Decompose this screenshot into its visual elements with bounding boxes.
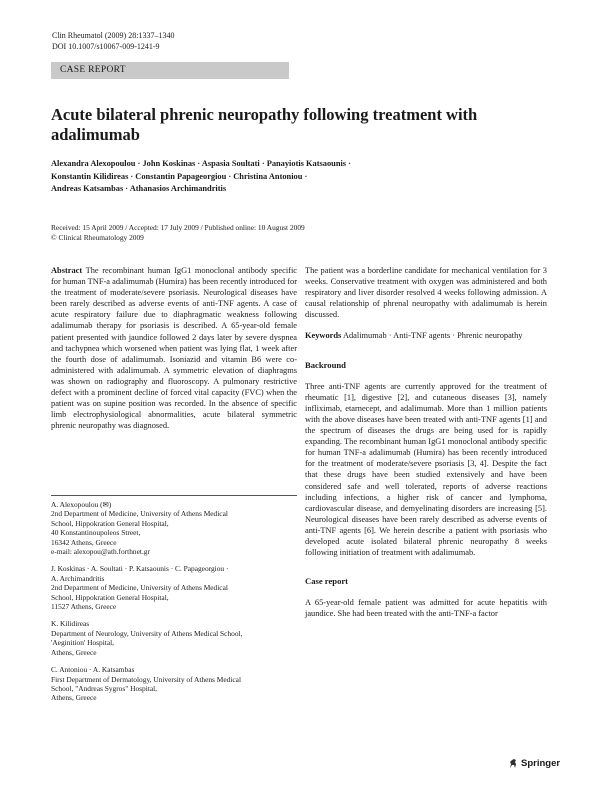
publication-dates [51,223,471,244]
doi: DOI 10.1007/s10067-009-1241-9 [52,42,160,51]
affiliation-divider [51,495,297,496]
affiliation-line: A. Archimandritis [51,573,105,583]
publisher-logo [508,758,560,769]
author-line: Alexandra Alexopoulou · John Koskinas · Aspasia Soultati · Panayiotis Katsaounis · [51,159,351,168]
section-label: CASE REPORT [60,65,126,75]
affiliation-line: 16342 Athens, Greece [51,537,117,547]
affiliation-block [51,564,297,611]
abstract [51,265,297,431]
author-line: Andreas Katsambas · Athanasios Archimandritis [51,184,227,194]
date-history: Received: 15 April 2009 / Accepted: 17 July 2009 / Published online: 10 August 2009 [51,223,305,232]
author-line: Konstantin Kilidireas · Constantin Papageorgiou · Christina Antoniou · [51,171,308,181]
affiliation-line: School, "Andreas Sygros" Hospital, [51,683,158,693]
affiliation-names: A. Alexopoulou (✉) [51,500,112,509]
affiliation-email[interactable]: e-mail: alexopou@ath.forthnet.gr [51,547,150,557]
background-heading: Backround [305,359,346,370]
affiliation-line: Department of Neurology, University of Athens Medical School, [51,628,243,638]
case-report-heading: Case report [305,576,349,587]
journal-ref: Clin Rheumatol (2009) 28:1337–1340 [52,31,175,40]
affiliation-line: Athens, Greece [51,647,97,657]
publisher-name: Springer [521,758,561,769]
abstract-continuation: The patient was a borderline candidate for mechanical ventilation for 3 weeks. Conservative treatment with oxygen was administered and both respiratory and liver disorder resolved 4 weeks following admission. A causal relationship of phrenal neuropathy with adalimumab is herein discussed. [305,266,547,320]
keywords-heading: Keywords [305,331,342,341]
affiliation-block [51,665,297,703]
affiliation-names: K. Kilidireas [51,619,90,629]
author-list [51,158,471,196]
affiliation-line: 2nd Department of Medicine, University of Athens Medical [51,583,228,593]
affiliation-line: 'Aeginition' Hospital, [51,638,115,648]
affiliations [51,495,297,711]
keywords-text: Adalimumab · Anti-TNF agents · Phrenic neuropathy [342,331,523,341]
affiliation-line: School, Hippokration General Hospital, [51,592,169,602]
affiliation-line: 11527 Athens, Greece [51,602,117,612]
affiliation-names: J. Koskinas · A. Soultati · P. Katsaounis · C. Papageorgiou · [51,564,229,574]
journal-citation [52,30,174,52]
right-column [305,265,547,619]
section-label-bar [51,62,289,79]
affiliation-block [51,619,297,657]
article-title: Acute bilateral phrenic neuropathy following treatment with adalimumab [51,105,478,144]
copyright: © Clinical Rheumatology 2009 [51,233,144,243]
background-text: Three anti-TNF agents are currently approved for the treatment of rheumatic [1], digestive [2], and cutaneous diseases [3], namely infliximab, etarnecept, and adalimumab. More than 1 million patients with the above diseases have been treated with anti-TNF agents [1] and the spectrum of diseases the drugs are being used for is rapidly expanding. The recombinant human IgG1 monoclonal antibody specific for human TNF-a adalimumab (Humira) has been recently introduced for the treatment of moderate/severe psoriasis [3, 4]. Despite the fact that these drugs have been studied extensively and have been considered safe and well tolerated, reports of adverse reactions including infections, a higher risk of cancer and lymphoma, cardiovascular disease, and demyelinating disorders are increasing [5]. Neurological diseases have been rarely described as adverse events of anti-TNF agents [6]. We herein describe a patient with psoriasis who developed acute isolated bilateral phrenic neuropathy 8 weeks following initiation of treatment with adalimumab. [305,381,547,558]
affiliation-line: Athens, Greece [51,693,97,703]
affiliation-line: 40 Konstantinoupoleos Street, [51,528,141,538]
abstract-heading: Abstract [51,266,83,275]
affiliation-line: First Department of Dermatology, University of Athens Medical [51,674,241,684]
affiliation-line: 2nd Department of Medicine, University of Athens Medical [51,509,228,519]
keywords [305,330,547,341]
affiliation-names: C. Antoniou · A. Katsambas [51,665,135,675]
affiliation-line: School, Hippokration General Hospital, [51,518,169,528]
affiliation-block [51,500,297,556]
case-report-text: A 65-year-old female patient was admitted for acute hepatitis with jaundice. She had been treated with the anti-TNF-a factor [305,598,547,619]
springer-horse-icon [508,758,518,769]
abstract-text: The recombinant human IgG1 monoclonal antibody specific for human TNF-a adalimumab (Humira) has been recently introduced for the treatment of moderate/severe psoriasis. Neurological diseases have been rarely described as adverse events of anti-TNF agents. A case of acute respiratory failure due to diaphragmatic weakness following adalimumab therapy for psoriasis is described. A 65-year-old female patient presented with jaundice followed 2 days later by severe dyspnea and tachypnea which worsened when patient was lying flat, 1 week after the fourth dose of adalimumab. Isoniazid and vitamin B6 were co-administered with adalimumab. A symmetric elevation of diaphragms was shown on radiography and fluoroscopy. A pulmonary restrictive defect with a prominent decline of forced vital capacity (FVC) when the patient was on supine position was recorded. In the absence of specific limb electrophysiological abnormalities, acute bilateral symmetric phrenic neuropathy was diagnosed. [51,266,297,431]
